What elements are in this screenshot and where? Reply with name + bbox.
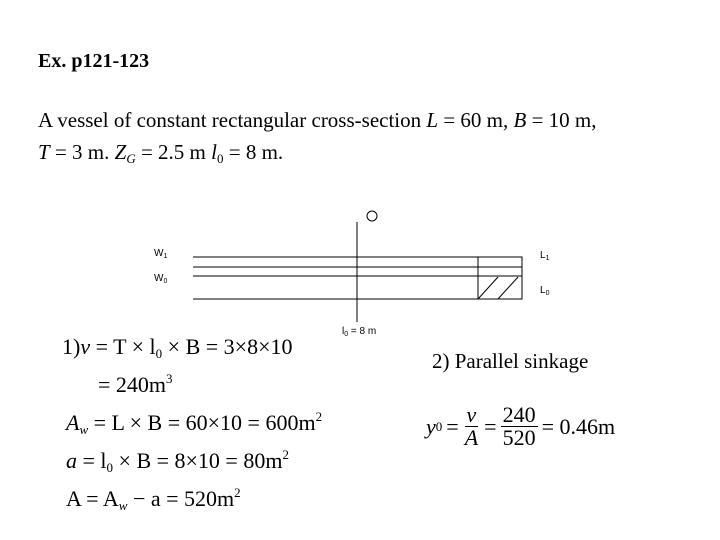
l0-subscript: 0 xyxy=(216,151,224,166)
l1-label: $L_1$ xyxy=(540,250,550,262)
sinkage-equation: y 0 = $\frac{v}{A}$ = $\frac{240}{520}$ = 0.46m xyxy=(426,402,616,450)
l0-symbol: l xyxy=(211,140,217,164)
length-symbol: L xyxy=(426,108,439,132)
l0-value: = 8 m. xyxy=(223,140,284,164)
draft-symbol: T xyxy=(38,140,50,164)
compartment-box xyxy=(478,257,522,299)
equation-effective-area: $A = A_w - a = 520m^2$ xyxy=(66,485,241,513)
breadth-value: = 10 m, xyxy=(526,108,597,132)
w1-label: $W_1$ xyxy=(154,248,168,260)
fraction-numeric: $\frac{240}{520}$ xyxy=(502,402,536,450)
metacenter-circle xyxy=(367,211,377,221)
slide-title: Ex. p121-123 xyxy=(38,50,150,72)
equation-waterplane-area: $A_w = L \times B = 60\times 10 = 600m^2$ xyxy=(66,409,323,437)
length-value: = 60 m, xyxy=(438,108,514,132)
draft-value: = 3 m. xyxy=(49,140,115,164)
fraction-v-over-a: $\frac{v}{A}$ xyxy=(464,402,479,450)
parallel-sinkage-title: 2) Parallel sinkage xyxy=(432,349,589,373)
problem-text: A vessel of constant rectangular cross-section xyxy=(38,108,427,132)
zg-symbol: Z xyxy=(114,140,127,164)
zg-subscript: G xyxy=(126,151,136,166)
equation-volume-result: = $240m^3$ xyxy=(98,371,173,397)
zg-value: = 2.5 m xyxy=(135,140,212,164)
l0-diagram-label: $L_0$ xyxy=(540,285,550,297)
equation-volume: $1)v = T \times l_0 \times B = 3\times 8\times 10$ xyxy=(62,334,293,361)
hatch-line-2 xyxy=(498,277,518,299)
hatch-line-1 xyxy=(478,277,498,299)
w0-label: $W_0$ xyxy=(154,273,168,285)
breadth-symbol: B xyxy=(513,108,527,132)
equation-lost-area: $a = l_0 \times B = 8\times 10 = 80m^2$ xyxy=(66,447,289,475)
l0-dimension-label: $l_0 = 8$ m xyxy=(342,326,377,338)
